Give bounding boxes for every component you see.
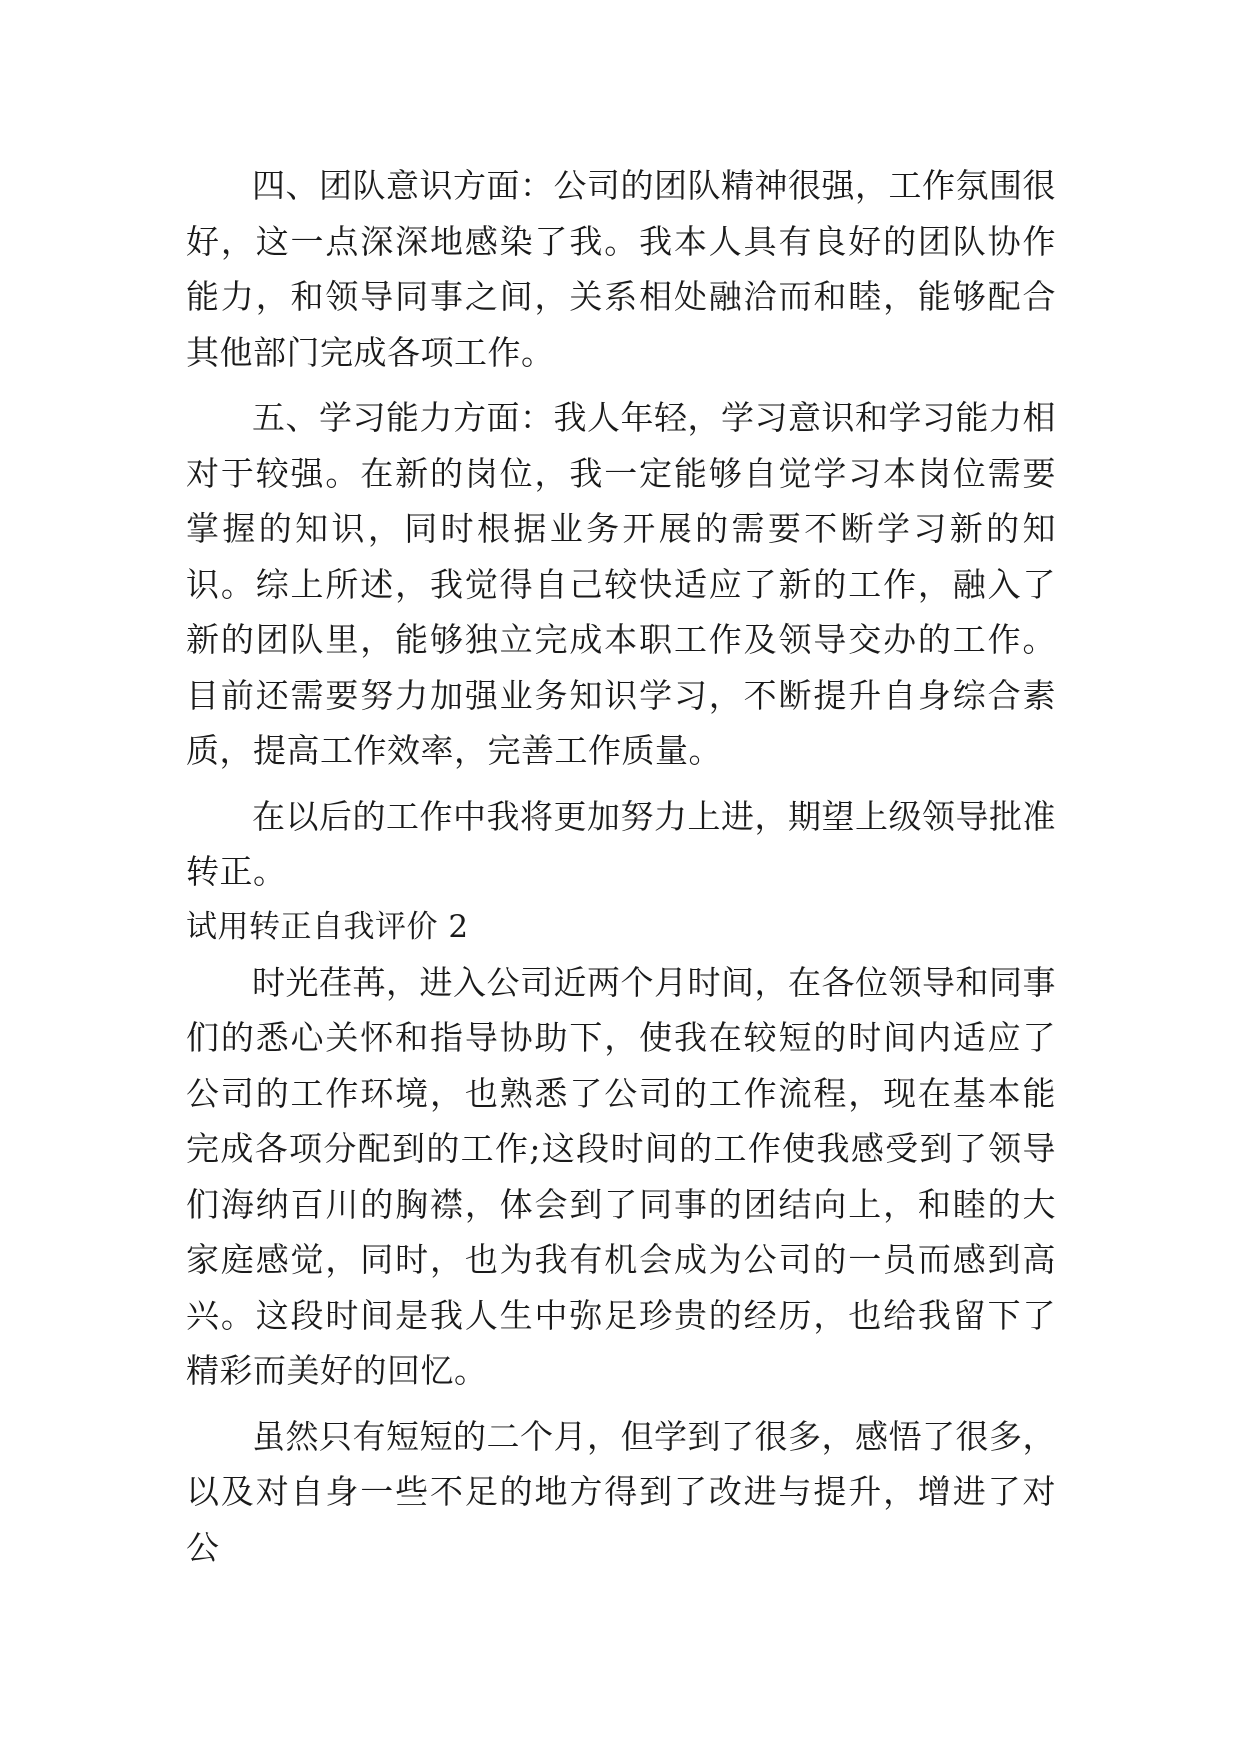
paragraph-time-flies: 时光荏苒，进入公司近两个月时间，在各位领导和同事们的悉心关怀和指导协助下，使我在较短的时间内适应了公司的工作环境，也熟悉了公司的工作流程，现在基本能完成各项分配到的工作;这段时间的工作使我感受到了领导们海纳百川的胸襟，体会到了同事的团结向上，和睦的大家庭感觉，同时，也为我有机会成为公司的一员而感到高兴。这段时间是我人生中弥足珍贵的经历，也给我留下了精彩而美好的回忆。 — [186, 962, 1056, 1390]
section-title: 试用转正自我评价 2 — [186, 908, 469, 945]
paragraph-conclusion: 在以后的工作中我将更加努力上进，期望上级领导批准转正。 — [186, 796, 1056, 891]
document-body — [186, 158, 1056, 1575]
paragraph-team-awareness: 四、团队意识方面：公司的团队精神很强，工作氛围很好，这一点深深地感染了我。我本人具有良好的团队协作能力，和领导同事之间，关系相处融洽而和睦，能够配合其他部门完成各项工作。 — [186, 166, 1056, 372]
paragraph-two-months: 虽然只有短短的二个月，但学到了很多，感悟了很多，以及对自身一些不足的地方得到了改进与提升，增进了对公 — [186, 1416, 1056, 1567]
paragraph-learning-ability: 五、学习能力方面：我人年轻，学习意识和学习能力相对于较强。在新的岗位，我一定能够自觉学习本岗位需要掌握的知识，同时根据业务开展的需要不断学习新的知识。综上所述，我觉得自己较快适应了新的工作，融入了新的团队里，能够独立完成本职工作及领导交办的工作。目前还需要努力加强业务知识学习，不断提升自身综合素质，提高工作效率，完善工作质量。 — [186, 398, 1056, 770]
